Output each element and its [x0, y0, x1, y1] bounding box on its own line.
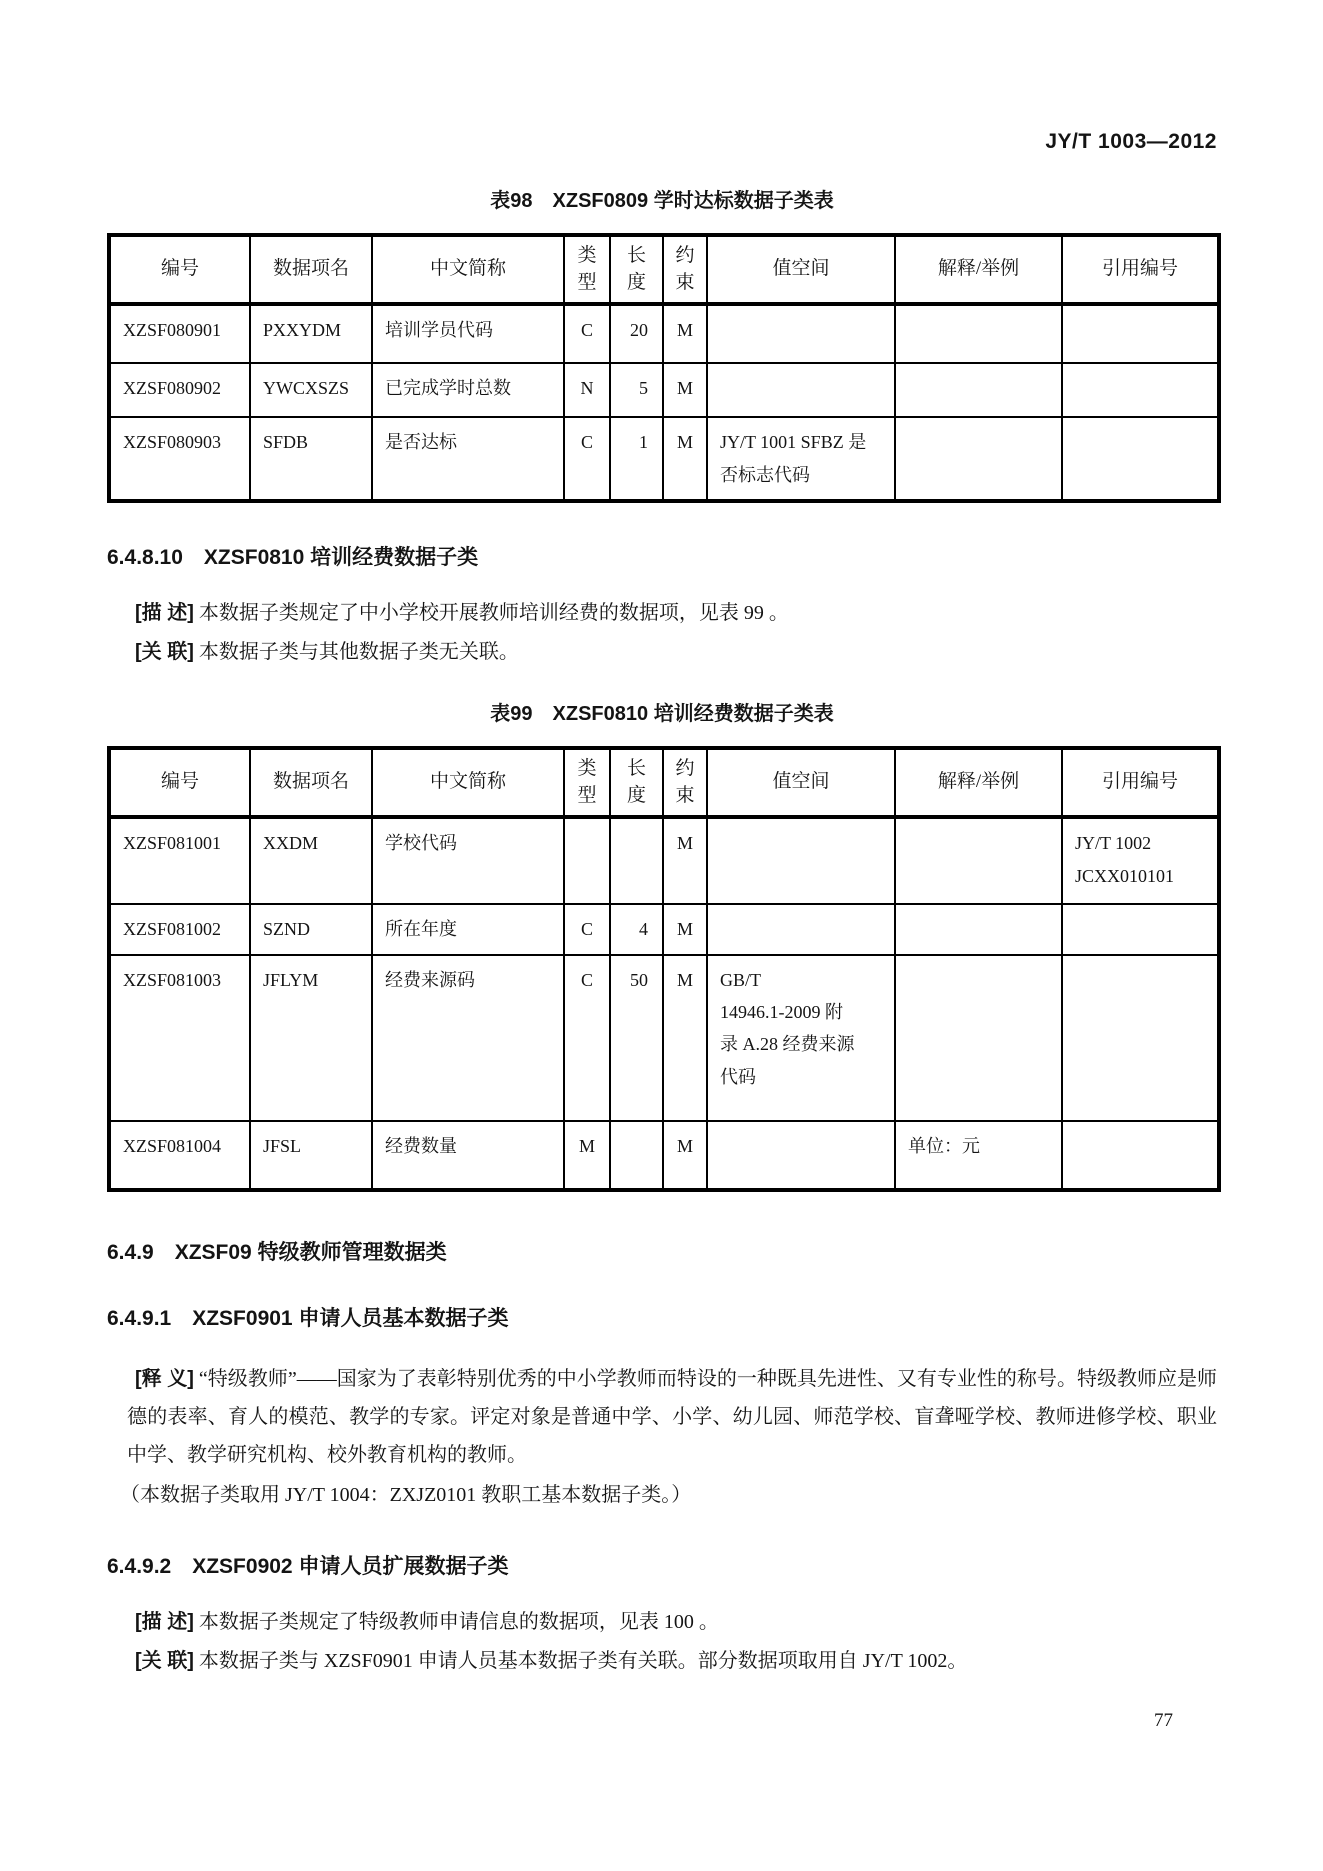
cell-explain: 单位：元 [895, 1121, 1062, 1190]
table-98 [107, 233, 1221, 503]
cell-constraint: M [663, 304, 707, 363]
column-header-value-space: 值空间 [707, 235, 895, 304]
cell-length: 4 [610, 904, 663, 954]
cell-ref [1062, 363, 1219, 417]
bracket-label-desc: [描 述] [135, 601, 194, 624]
cell-name: JFLYM [250, 955, 372, 1121]
table-row [109, 955, 1219, 1121]
cell-cn: 已完成学时总数 [372, 363, 564, 417]
cell-id: XZSF080901 [109, 304, 250, 363]
column-header-ref: 引用编号 [1062, 748, 1219, 817]
cell-ref [1062, 417, 1219, 501]
para-description-902 [127, 1606, 1217, 1639]
table-row [109, 817, 1219, 904]
cell-id: XZSF081004 [109, 1121, 250, 1190]
column-header-cn: 中文简称 [372, 235, 564, 304]
column-header-length: 长 度 [610, 235, 663, 304]
para-definition-901-text: “特级教师”——国家为了表彰特别优秀的中小学教师而特设的一种既具先进性、又有专业性的称号。特级教师应是师德的表率、育人的模范、教学的专家。评定对象是普通中学、小学、幼儿园、师范学校、盲聋哑学校、教师进修学校、职业中学、教学研究机构、校外教育机构的教师。 [127, 1367, 1217, 1466]
cell-explain [895, 417, 1062, 501]
column-header-type: 类 型 [564, 235, 610, 304]
para-definition-901 [127, 1360, 1217, 1474]
cell-cn: 所在年度 [372, 904, 564, 954]
para-note-901: （本数据子类取用 JY/T 1004：ZXJZ0101 教职工基本数据子类。） [120, 1483, 692, 1506]
cell-value-space [707, 363, 895, 417]
cell-ref [1062, 1121, 1219, 1190]
cell-constraint: M [663, 363, 707, 417]
cell-type: C [564, 304, 610, 363]
doc-number: JY/T 1003—2012 [1045, 130, 1217, 153]
page-number: 77 [1154, 1710, 1173, 1731]
bracket-label-rel: [关 联] [135, 1649, 194, 1672]
cell-cn: 经费数量 [372, 1121, 564, 1190]
cell-type: M [564, 1121, 610, 1190]
cell-explain [895, 817, 1062, 904]
column-header-id: 编号 [109, 748, 250, 817]
para-relation-902-text: 本数据子类与 XZSF0901 申请人员基本数据子类有关联。部分数据项取用自 JY/T 1002。 [198, 1649, 968, 1672]
column-header-explain: 解释/举例 [895, 748, 1062, 817]
column-header-name: 数据项名 [250, 235, 372, 304]
cell-id: XZSF081001 [109, 817, 250, 904]
table-99 [107, 746, 1221, 1192]
cell-type: C [564, 417, 610, 501]
para-description-810 [127, 597, 1217, 630]
cell-value-space [707, 1121, 895, 1190]
cell-type: C [564, 955, 610, 1121]
cell-constraint: M [663, 817, 707, 904]
table-row [109, 417, 1219, 501]
cell-value-space [707, 304, 895, 363]
cell-cn: 学校代码 [372, 817, 564, 904]
cell-id: XZSF080903 [109, 417, 250, 501]
cell-name: SFDB [250, 417, 372, 501]
para-relation-902 [127, 1645, 1217, 1678]
para-description-810-text: 本数据子类规定了中小学校开展教师培训经费的数据项，见表 99 。 [198, 601, 789, 624]
column-header-constraint: 约 束 [663, 748, 707, 817]
cell-type [564, 817, 610, 904]
cell-constraint: M [663, 904, 707, 954]
cell-id: XZSF081003 [109, 955, 250, 1121]
table-row [109, 1121, 1219, 1190]
cell-cn: 经费来源码 [372, 955, 564, 1121]
cell-cn: 是否达标 [372, 417, 564, 501]
cell-constraint: M [663, 417, 707, 501]
cell-name: SZND [250, 904, 372, 954]
column-header-type: 类 型 [564, 748, 610, 817]
cell-constraint: M [663, 955, 707, 1121]
section-heading-6-4-9-1: 6.4.9.1 XZSF0901 申请人员基本数据子类 [107, 1306, 509, 1330]
cell-ref: JY/T 1002 JCXX010101 [1062, 817, 1219, 904]
cell-cn: 培训学员代码 [372, 304, 564, 363]
cell-explain [895, 363, 1062, 417]
cell-ref [1062, 304, 1219, 363]
cell-explain [895, 904, 1062, 954]
cell-name: JFSL [250, 1121, 372, 1190]
table-header-row [109, 235, 1219, 304]
table-99-title: 表99 XZSF0810 培训经费数据子类表 [490, 702, 834, 725]
cell-id: XZSF080902 [109, 363, 250, 417]
cell-name: PXXYDM [250, 304, 372, 363]
table-98-title: 表98 XZSF0809 学时达标数据子类表 [490, 190, 834, 212]
cell-name: XXDM [250, 817, 372, 904]
cell-explain [895, 304, 1062, 363]
cell-type: N [564, 363, 610, 417]
column-header-id: 编号 [109, 235, 250, 304]
column-header-ref: 引用编号 [1062, 235, 1219, 304]
section-heading-6-4-9-2: 6.4.9.2 XZSF0902 申请人员扩展数据子类 [107, 1554, 509, 1578]
table-header-row [109, 748, 1219, 817]
cell-length: 50 [610, 955, 663, 1121]
table-row [109, 904, 1219, 954]
column-header-length: 长 度 [610, 748, 663, 817]
column-header-cn: 中文简称 [372, 748, 564, 817]
cell-length [610, 1121, 663, 1190]
cell-ref [1062, 955, 1219, 1121]
cell-value-space [707, 904, 895, 954]
section-heading-6-4-9: 6.4.9 XZSF09 特级教师管理数据类 [107, 1240, 447, 1264]
column-header-explain: 解释/举例 [895, 235, 1062, 304]
bracket-label-desc: [描 述] [135, 1610, 194, 1633]
cell-value-space [707, 817, 895, 904]
cell-type: C [564, 904, 610, 954]
column-header-value-space: 值空间 [707, 748, 895, 817]
column-header-name: 数据项名 [250, 748, 372, 817]
cell-constraint: M [663, 1121, 707, 1190]
cell-id: XZSF081002 [109, 904, 250, 954]
column-header-constraint: 约 束 [663, 235, 707, 304]
cell-length: 1 [610, 417, 663, 501]
cell-length: 20 [610, 304, 663, 363]
table-row [109, 304, 1219, 363]
para-relation-810-text: 本数据子类与其他数据子类无关联。 [198, 640, 519, 663]
section-heading-6-4-8-10: 6.4.8.10 XZSF0810 培训经费数据子类 [107, 545, 479, 569]
cell-value-space: GB/T 14946.1-2009 附 录 A.28 经费来源 代码 [707, 955, 895, 1121]
cell-length: 5 [610, 363, 663, 417]
bracket-label-rel: [关 联] [135, 640, 194, 663]
cell-explain [895, 955, 1062, 1121]
cell-length [610, 817, 663, 904]
para-relation-810 [127, 636, 1217, 669]
bracket-label-def: [释 义] [135, 1367, 194, 1390]
para-description-902-text: 本数据子类规定了特级教师申请信息的数据项，见表 100 。 [198, 1610, 719, 1633]
cell-ref [1062, 904, 1219, 954]
table-row [109, 363, 1219, 417]
cell-name: YWCXSZS [250, 363, 372, 417]
cell-value-space: JY/T 1001 SFBZ 是 否标志代码 [707, 417, 895, 501]
